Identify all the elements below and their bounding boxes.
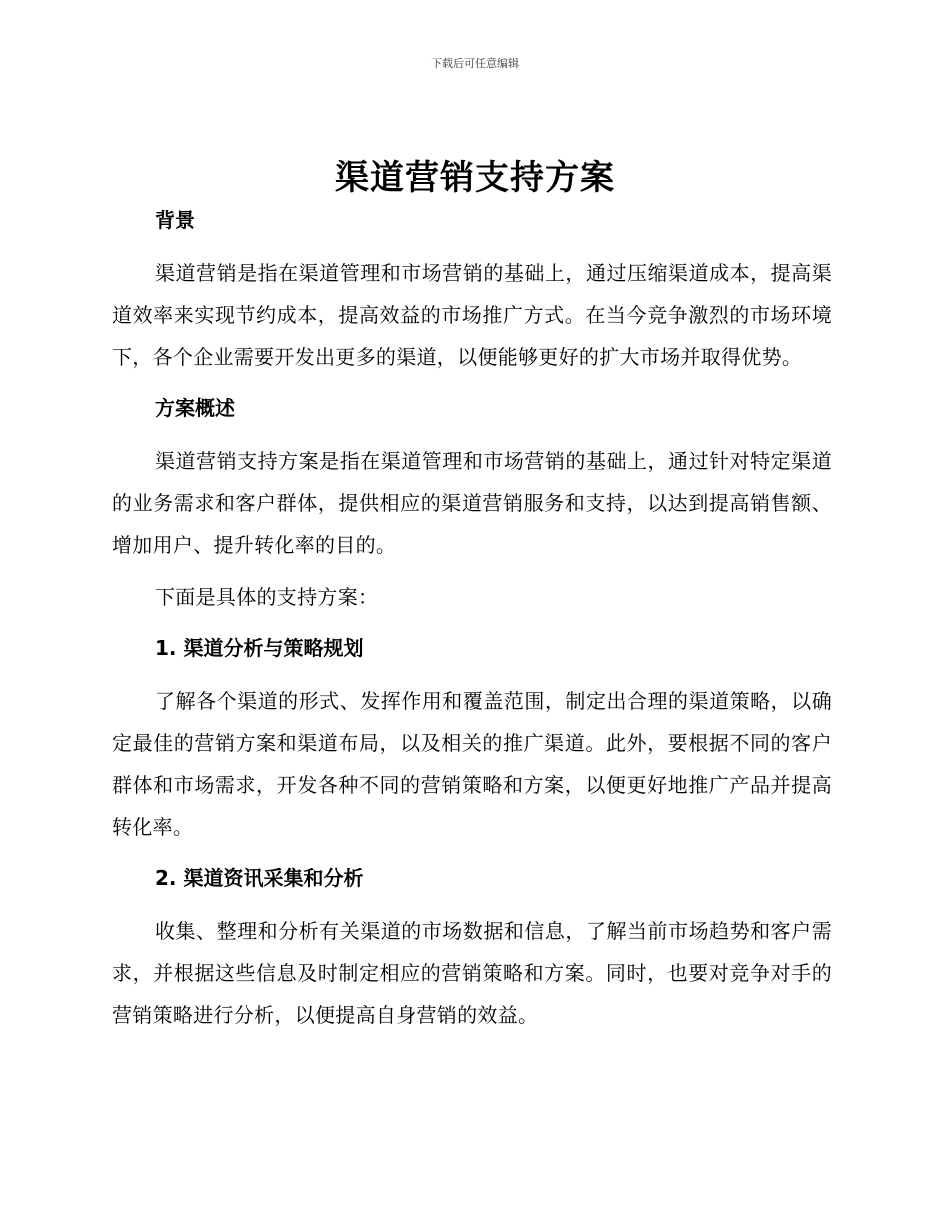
header-note: 下载后可任意编辑 bbox=[431, 57, 519, 70]
overview-heading: 方案概述 bbox=[155, 396, 235, 420]
item1-paragraph: 了解各个渠道的形式、发挥作用和覆盖范围，制定出合理的渠道策略，以确定最佳的营销方案和渠道布局，以及相关的推广渠道。此外，要根据不同的客户群体和市场需求，开发各种不同的营销策略和方案，以便更好地推广产品并提高转化率。 bbox=[112, 689, 832, 839]
item2-heading: 2. 渠道资讯采集和分析 bbox=[155, 866, 364, 890]
document-title: 渠道营销支持方案 bbox=[335, 158, 615, 198]
overview-paragraph: 渠道营销支持方案是指在渠道管理和市场营销的基础上，通过针对特定渠道的业务需求和客户群体，提供相应的渠道营销服务和支持，以达到提高销售额、增加用户、提升转化率的目的。 bbox=[112, 449, 832, 557]
item2-paragraph: 收集、整理和分析有关渠道的市场数据和信息，了解当前市场趋势和客户需求，并根据这些信息及时制定相应的营销策略和方案。同时，也要对竞争对手的营销策略进行分析，以便提高自身营销的效益。 bbox=[112, 919, 832, 1027]
document-body bbox=[112, 200, 832, 1036]
item1-heading: 1. 渠道分析与策略规划 bbox=[155, 636, 364, 660]
intro-paragraph: 下面是具体的支持方案： bbox=[155, 585, 379, 609]
background-heading: 背景 bbox=[155, 208, 195, 232]
background-paragraph: 渠道营销是指在渠道管理和市场营销的基础上，通过压缩渠道成本，提高渠道效率来实现节约成本，提高效益的市场推广方式。在当今竞争激烈的市场环境下，各个企业需要开发出更多的渠道，以便能够更好的扩大市场并取得优势。 bbox=[112, 261, 832, 369]
